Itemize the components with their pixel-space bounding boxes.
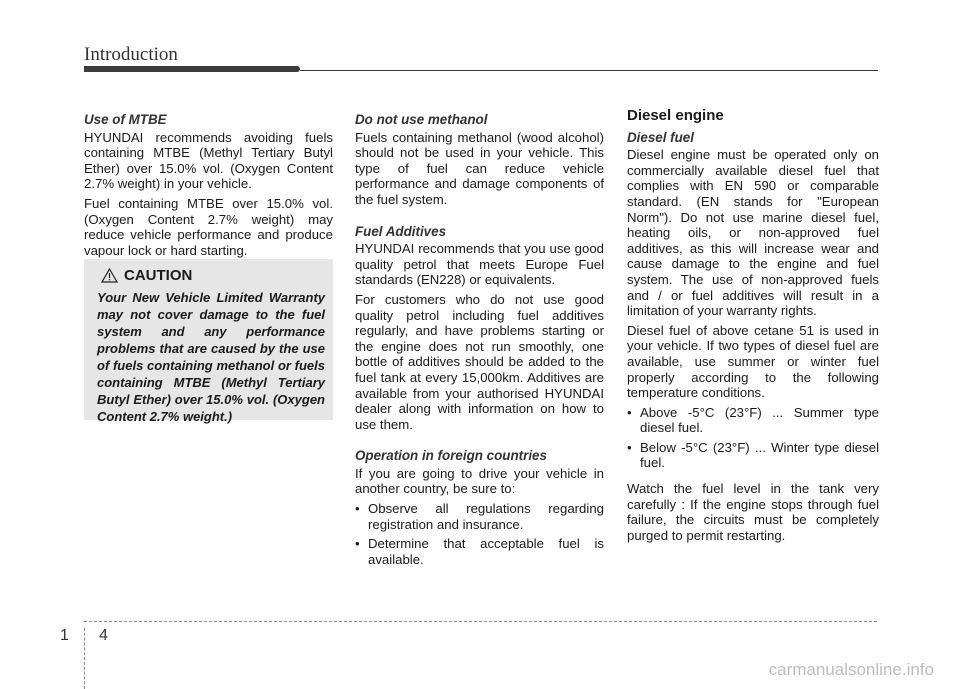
additives-heading: Fuel Additives <box>355 223 447 239</box>
caution-header <box>101 267 192 284</box>
column-2 <box>355 112 604 571</box>
mtbe-heading: Use of MTBE <box>84 112 167 127</box>
temperature-bullet-list <box>627 405 879 471</box>
page-number: 4 <box>99 627 108 644</box>
diesel-paragraph-1: Diesel engine must be operated only on commercially available diesel fuel that complies with EN 590 or comparable standard. (EN stands for "European Norm"). Do not use marine diesel fuel, heating oils, or non-approved fuel additives, as this will increase wear and cause damage to the engine and fuel system. The use of non-approved fuels and / or fuel additives will result in a limitation of your warranty rights. <box>627 147 879 319</box>
footer-rule <box>84 621 877 622</box>
methanol-paragraph: Fuels containing methanol (wood alcohol) should not be used in your vehicle. This type of fuel can reduce vehicle performance and damage components of the fuel system. <box>355 129 604 207</box>
footer-divider <box>84 628 85 689</box>
methanol-heading: Do not use methanol <box>355 112 488 127</box>
diesel-paragraph-2: Diesel fuel of above cetane 51 is used in your vehicle. If two types of diesel fuel are available, use summer or winter fuel properly according to the following temperature conditions. <box>627 322 879 401</box>
column-1 <box>84 112 333 262</box>
column-3 <box>627 107 879 547</box>
foreign-paragraph: If you are going to drive your vehicle in another country, be sure to: <box>355 465 604 497</box>
list-item: • Determine that acceptable fuel is available. <box>355 536 604 567</box>
foreign-heading: Operation in foreign countries <box>355 448 547 464</box>
header-rule-thick <box>84 66 300 72</box>
additives-paragraph-1: HYUNDAI recommends that you use good quality petrol that meets Europe Fuel standards (EN228) or equivalents. <box>355 241 604 288</box>
warning-triangle-icon <box>101 268 118 283</box>
foreign-bullet-list <box>355 501 604 567</box>
diesel-fuel-heading: Diesel fuel <box>627 129 694 145</box>
diesel-paragraph-3: Watch the fuel level in the tank very carefully : If the engine stops through fuel failure, the circuits must be completely purged to permit restarting. <box>627 481 879 543</box>
page-header-title: Introduction <box>84 44 178 65</box>
list-item: • Below -5°C (23°F) ... Winter type diesel fuel. <box>627 440 879 471</box>
caution-box <box>84 259 333 424</box>
caution-title: CAUTION <box>124 267 193 284</box>
chapter-number: 1 <box>60 627 69 644</box>
additives-paragraph-2: For customers who do not use good quality petrol including fuel additives regularly, and have problems starting or the engine does not run smoothly, one bottle of additives should be added to the fuel tank at every 15,000km. Additives are available from your authorised HYUNDAI dealer along with information on how to use them. <box>355 291 604 432</box>
watermark: carmanualsonline.info <box>768 660 934 679</box>
list-item: • Above -5°C (23°F) ... Summer type diesel fuel. <box>627 405 879 436</box>
diesel-engine-heading: Diesel engine <box>627 107 724 124</box>
header-rule-thin <box>300 70 878 71</box>
list-item: • Observe all regulations regarding registration and insurance. <box>355 501 604 532</box>
mtbe-paragraph-1: HYUNDAI recommends avoiding fuels containing MTBE (Methyl Tertiary Butyl Ether) over 15.0% vol. (Oxygen Content 2.7% weight) in your vehicle. <box>84 129 333 192</box>
caution-text: Your New Vehicle Limited Warranty may not cover damage to the fuel system and any performance problems that are caused by the use of fuels containing methanol or fuels containing MTBE (Methyl Tertiary Butyl Ether) over 15.0% vol. (Oxygen Content 2.7% weight.) <box>97 290 325 424</box>
mtbe-paragraph-2: Fuel containing MTBE over 15.0% vol. (Oxygen Content 2.7% weight) may reduce vehicle performance and produce vapour lock or hard starting. <box>84 195 333 258</box>
